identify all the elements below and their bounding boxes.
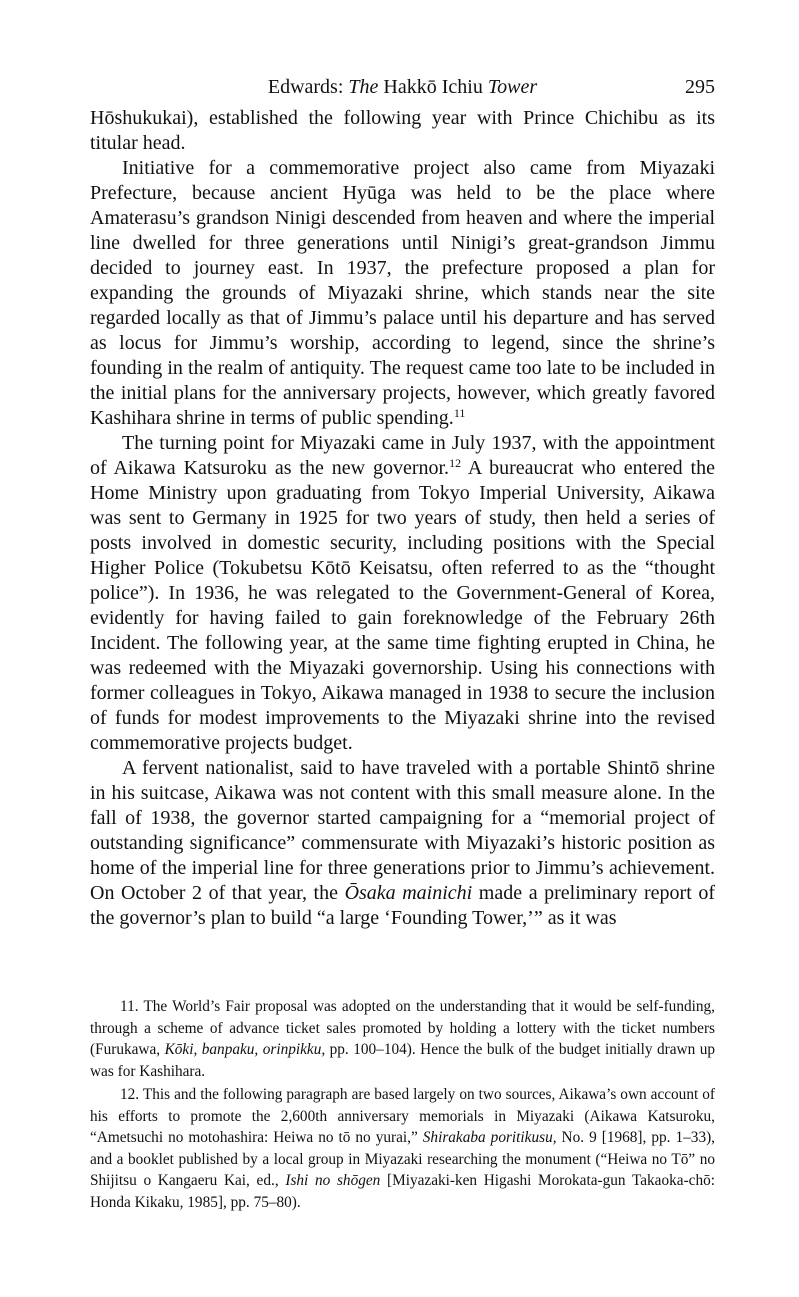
paragraph-4-newspaper-title: Ōsaka mainichi bbox=[344, 882, 473, 904]
paragraph-4-text-a: A fervent nationalist, said to have traveled with a portable Shintō shrine in his suitcase, Aikawa was not content with this small measure alone. In the fall of 1938, the governor started campaigning for a “memorial project of outstanding significance” commensurate with Miyazaki’s historic position as home of the imperial line for three generations prior to Jimmu’s achievement. On October 2 of that year, the bbox=[90, 757, 715, 904]
footnote-11 bbox=[90, 996, 715, 1082]
paragraph-3 bbox=[90, 431, 715, 756]
paragraph-1: Hōshukukai), established the following year with Prince Chichibu as its titular head. bbox=[90, 107, 715, 154]
running-title bbox=[90, 76, 715, 99]
page-number: 295 bbox=[685, 76, 715, 98]
paragraph-4-text-b: made a preliminary report of the governor’s plan to build “a large ‘Founding Tower,’” as it was bbox=[90, 882, 715, 929]
main-text bbox=[90, 106, 715, 931]
footnote-ref-12: 12 bbox=[449, 456, 462, 470]
paragraph-4 bbox=[90, 756, 715, 931]
running-header bbox=[90, 72, 715, 106]
header-title-tower: Tower bbox=[487, 76, 538, 98]
footnote-12 bbox=[90, 1084, 715, 1213]
footnote-11-text-b: pp. 100–104). Hence the bulk of the budget initially drawn up was for Kashihara. bbox=[90, 1041, 715, 1080]
footnotes bbox=[90, 996, 715, 1215]
header-title-the: The bbox=[348, 76, 379, 98]
header-title-hakko-ichiu: Hakkō Ichiu bbox=[378, 76, 488, 98]
footnote-12-text-b: No. 9 [1968], pp. 1–33), and a booklet published by a local group in Miyazaki researching the monument (“Heiwa no Tō” no Shijitsu o Kangaeru Kai, ed., bbox=[90, 1129, 716, 1189]
footnote-12-italic-1: Shirakaba poritikusu, bbox=[422, 1129, 557, 1146]
paragraph-3-text-a: The turning point for Miyazaki came in July 1937, with the appointment of Aikawa Katsuroku as the new governor. bbox=[90, 432, 715, 479]
paragraph-3-text-b: A bureaucrat who entered the Home Ministry upon graduating from Tokyo Imperial University, Aikawa was sent to Germany in 1925 for two years of study, then held a series of posts involved in domestic security, including positions with the Special Higher Police (Tokubetsu Kōtō Keisatsu, often referred to as the “thought police”). In 1936, he was relegated to the Government-General of Korea, evidently for having failed to gain foreknowledge of the February 26th Incident. The following year, at the same time fighting erupted in China, he was redeemed with the Miyazaki governorship. Using his connections with former colleagues in Tokyo, Aikawa managed in 1938 to secure the inclusion of funds for modest improvements to the Miyazaki shrine into the revised commemorative projects budget. bbox=[90, 457, 715, 754]
header-author: Edwards: bbox=[267, 76, 349, 98]
footnote-ref-11: 11 bbox=[453, 406, 466, 420]
page-body bbox=[90, 72, 715, 931]
footnote-12-text-c: [Miyazaki-ken Higashi Morokata-gun Takaoka-chō: Honda Kikaku, 1985], pp. 75–80). bbox=[90, 1172, 715, 1211]
footnote-12-text-a: 12. This and the following paragraph are based largely on two sources, Aikawa’s own account of his efforts to promote the 2,600th anniversary memorials in Miyazaki (Aikawa Katsuroku, “Ametsuchi no motohashira: Heiwa no tō no yurai,” bbox=[90, 1086, 715, 1146]
footnote-12-italic-2: Ishi no shōgen bbox=[285, 1172, 381, 1189]
paragraph-2 bbox=[90, 156, 715, 431]
footnote-11-text-a: 11. The World’s Fair proposal was adopted on the understanding that it would be self-funding, through a scheme of advance ticket sales promoted by holding a lottery with the ticket numbers (Furukawa, bbox=[90, 998, 715, 1058]
footnote-11-italic: Kōki, banpaku, orinpikku, bbox=[164, 1041, 326, 1058]
paragraph-2-text: Initiative for a commemorative project also came from Miyazaki Prefecture, because ancient Hyūga was held to be the place where Amaterasu’s grandson Ninigi descended from heaven and where the imperial line dwelled for three generations until Ninigi’s great-grandson Jimmu decided to journey east. In 1937, the prefecture proposed a plan for expanding the grounds of Miyazaki shrine, which stands near the site regarded locally as that of Jimmu’s palace until his departure and has served as locus for Jimmu’s worship, according to legend, since the shrine’s founding in the realm of antiquity. The request came too late to be included in the initial plans for the anniversary projects, however, which greatly favored Kashihara shrine in terms of public spending. bbox=[90, 157, 715, 429]
